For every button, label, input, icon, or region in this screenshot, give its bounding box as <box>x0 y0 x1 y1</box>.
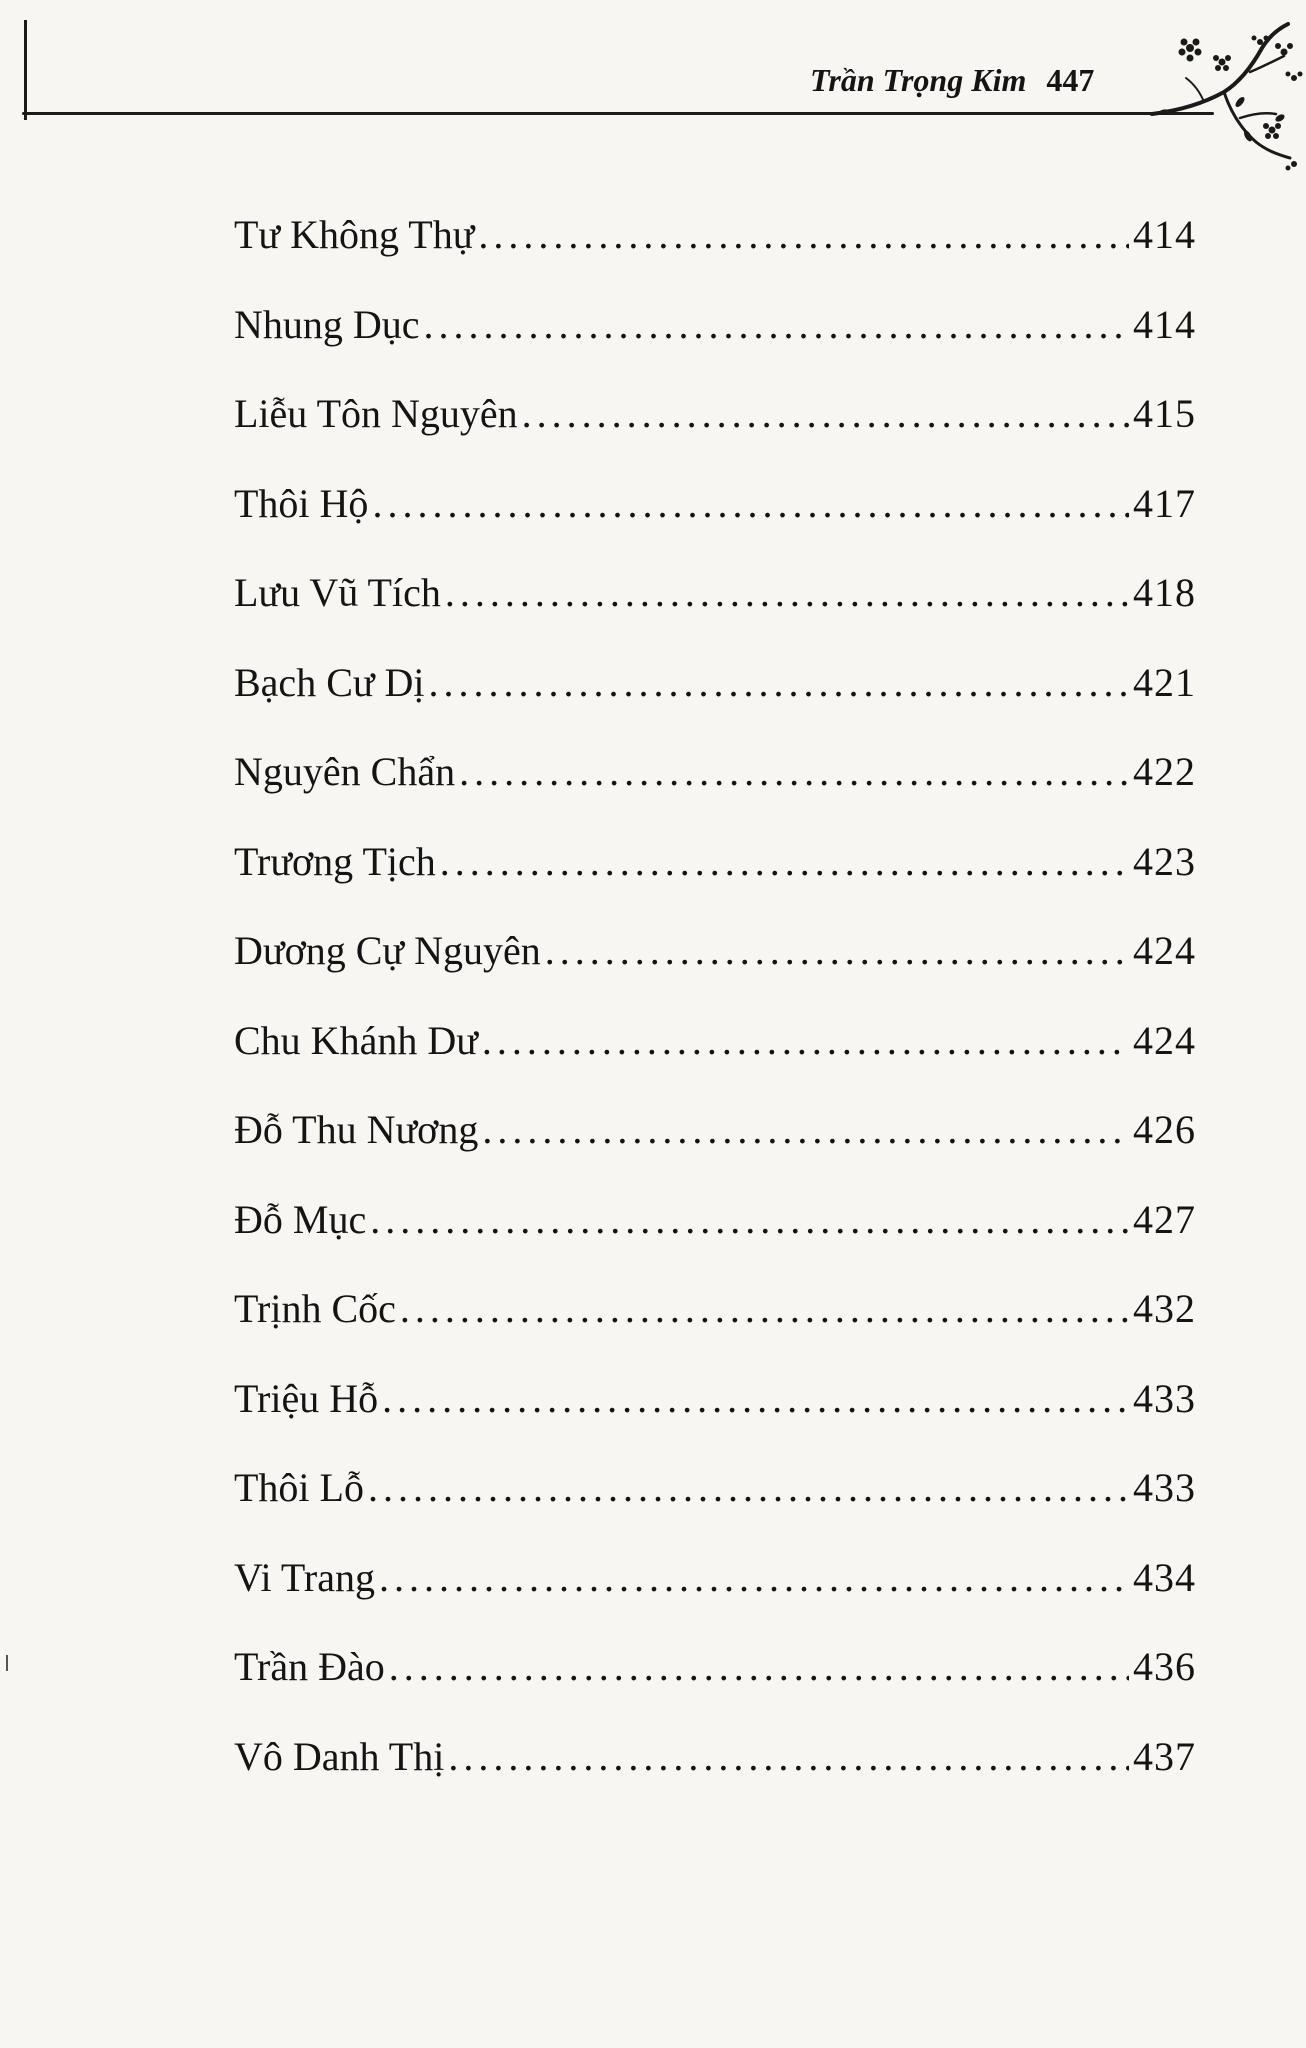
toc-entry-title: Tư Không Thự <box>234 212 475 257</box>
toc-entry-page: 423 <box>1133 838 1196 884</box>
toc-entry-page: 417 <box>1133 480 1196 526</box>
toc-entry <box>234 1622 1196 1712</box>
toc-entry-title: Chu Khánh Dư <box>234 1017 478 1063</box>
toc-dot-leader <box>389 1622 1129 1712</box>
toc-entry-title: Trịnh Cốc <box>234 1286 396 1331</box>
toc-entry <box>234 1712 1196 1802</box>
toc-entry <box>234 1085 1196 1175</box>
toc-entry-page: 424 <box>1133 1017 1196 1063</box>
toc-entry-page: 414 <box>1133 301 1196 347</box>
header-rule <box>22 112 1214 115</box>
plum-blossom-branch-icon <box>1144 18 1306 190</box>
toc-entry-title: Thôi Hộ <box>234 480 369 526</box>
toc-entry-title: Vô Danh Thị <box>234 1733 445 1779</box>
toc-entry-title: Vi Trang <box>234 1554 375 1600</box>
toc-dot-leader <box>448 1712 1129 1802</box>
toc-entry-title: Nguyên Chẩn <box>234 749 456 794</box>
toc-entry-page: 433 <box>1133 1465 1196 1510</box>
toc-dot-leader <box>545 906 1129 996</box>
toc-entry-title: Trương Tịch <box>234 838 436 884</box>
toc-entry <box>234 727 1196 817</box>
page-edge-mark <box>6 1655 8 1671</box>
toc-entry <box>234 1354 1196 1444</box>
toc-entry-page: 436 <box>1133 1644 1196 1689</box>
toc-entry <box>234 1443 1196 1533</box>
toc-entry-page: 437 <box>1133 1733 1196 1779</box>
toc-dot-leader <box>424 280 1129 370</box>
toc-entry-page: 432 <box>1133 1286 1196 1331</box>
toc-entry <box>234 1264 1196 1354</box>
toc-entry-page: 433 <box>1133 1375 1196 1421</box>
toc-dot-leader <box>440 817 1129 907</box>
toc-dot-leader <box>368 1443 1129 1533</box>
toc-entry-page: 415 <box>1133 391 1196 436</box>
toc-dot-leader <box>379 1533 1129 1623</box>
toc-entry <box>234 280 1196 370</box>
toc-entry <box>234 1533 1196 1623</box>
toc-dot-leader <box>372 459 1129 549</box>
table-of-contents <box>234 190 1196 1801</box>
toc-dot-leader <box>459 727 1129 817</box>
toc-entry-title: Đỗ Thu Nương <box>234 1107 479 1152</box>
toc-entry-title: Nhung Dục <box>234 301 420 347</box>
toc-entry-page: 421 <box>1133 659 1196 705</box>
toc-entry-title: Đỗ Mục <box>234 1196 367 1242</box>
toc-dot-leader <box>370 1175 1129 1265</box>
page-number: 447 <box>1046 62 1095 98</box>
toc-entry-title: Lưu Vũ Tích <box>234 570 441 615</box>
toc-entry <box>234 817 1196 907</box>
toc-entry-title: Dương Cự Nguyên <box>234 928 541 973</box>
toc-dot-leader <box>445 548 1129 638</box>
toc-entry-title: Trần Đào <box>234 1644 385 1689</box>
toc-entry <box>234 1175 1196 1265</box>
toc-entry <box>234 369 1196 459</box>
toc-dot-leader <box>400 1264 1129 1354</box>
toc-entry <box>234 638 1196 728</box>
toc-entry <box>234 996 1196 1086</box>
running-header-author: Trần Trọng Kim <box>810 62 1027 98</box>
toc-dot-leader <box>382 1354 1129 1444</box>
toc-entry-title: Thôi Lỗ <box>234 1465 364 1510</box>
toc-dot-leader <box>522 369 1129 459</box>
toc-entry-page: 422 <box>1133 749 1196 794</box>
toc-dot-leader <box>478 190 1129 280</box>
toc-entry-page: 427 <box>1133 1196 1196 1242</box>
toc-entry-page: 434 <box>1133 1554 1196 1600</box>
toc-entry-page: 414 <box>1133 212 1196 257</box>
toc-entry-page: 426 <box>1133 1107 1196 1152</box>
toc-entry-page: 418 <box>1133 570 1196 615</box>
toc-entry <box>234 459 1196 549</box>
toc-dot-leader <box>482 1085 1129 1175</box>
toc-entry-title: Bạch Cư Dị <box>234 659 425 705</box>
running-header <box>810 62 1094 112</box>
toc-dot-leader <box>482 996 1129 1086</box>
toc-entry-title: Triệu Hỗ <box>234 1375 379 1421</box>
toc-entry-page: 424 <box>1133 928 1196 973</box>
toc-entry <box>234 190 1196 280</box>
toc-entry <box>234 906 1196 996</box>
toc-dot-leader <box>429 638 1129 728</box>
page-edge-mark <box>24 20 27 120</box>
toc-entry-title: Liễu Tôn Nguyên <box>234 391 518 436</box>
toc-entry <box>234 548 1196 638</box>
